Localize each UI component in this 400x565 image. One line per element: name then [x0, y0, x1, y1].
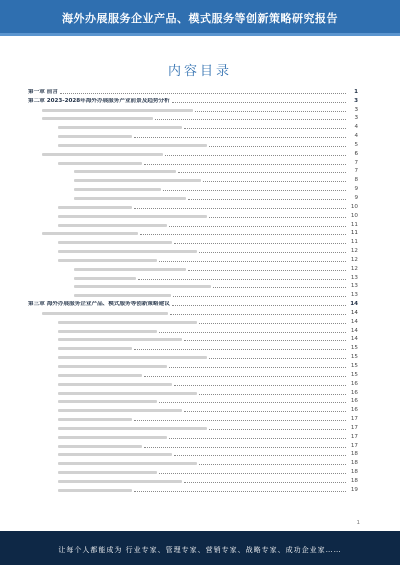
toc-entry-label-placeholder — [74, 268, 186, 271]
toc-entry-page: 18 — [350, 451, 358, 458]
toc-entry-label-placeholder — [58, 356, 207, 359]
toc-entry-page: 10 — [350, 203, 358, 210]
toc-leader-dots — [184, 481, 346, 483]
toc-entry-label-placeholder — [74, 197, 186, 200]
toc-entry-label: 第一章 前言 — [28, 88, 58, 95]
toc-leader-dots — [209, 357, 346, 359]
toc-entry-page: 14 — [350, 309, 358, 316]
toc-entry[interactable] — [28, 95, 358, 104]
toc-entry-page: 1 — [354, 88, 358, 95]
toc-entry[interactable] — [28, 351, 358, 360]
toc-entry-label-placeholder — [58, 427, 207, 430]
toc-entry-label-placeholder — [58, 445, 142, 448]
toc-entry-label-placeholder — [58, 383, 172, 386]
toc-entry-label-placeholder — [58, 162, 142, 165]
toc-leader-dots — [172, 101, 346, 103]
toc-entry[interactable] — [28, 325, 358, 334]
toc-leader-dots — [159, 401, 346, 403]
toc-leader-dots — [134, 136, 346, 138]
toc-entry[interactable] — [28, 228, 358, 237]
toc-leader-dots — [169, 437, 346, 439]
toc-entry[interactable] — [28, 484, 358, 493]
toc-entry[interactable] — [28, 263, 358, 272]
toc-entry[interactable] — [28, 148, 358, 157]
toc-entry-label-placeholder — [58, 400, 157, 403]
toc-entry-page: 14 — [350, 318, 358, 325]
toc-entry-label-placeholder — [58, 321, 197, 324]
toc-leader-dots — [172, 304, 346, 306]
toc-entry[interactable] — [28, 281, 358, 290]
toc-entry-page: 13 — [350, 292, 358, 299]
toc-leader-dots — [184, 339, 346, 341]
toc-entry[interactable] — [28, 104, 358, 113]
toc-leader-dots — [138, 278, 346, 280]
toc-entry[interactable] — [28, 457, 358, 466]
toc-leader-dots — [159, 331, 346, 333]
toc-entry-label-placeholder — [42, 312, 168, 315]
toc-leader-dots — [159, 472, 346, 474]
toc-entry-page: 11 — [350, 230, 358, 237]
toc-entry[interactable] — [28, 396, 358, 405]
toc-entry-label-placeholder — [58, 215, 207, 218]
toc-leader-dots — [174, 384, 346, 386]
toc-entry-page: 11 — [350, 221, 358, 228]
toc-entry-label-placeholder — [58, 489, 132, 492]
toc-entry-label-placeholder — [58, 418, 132, 421]
toc-entry-label: 第二章 2023-2028年海外办展服务产业前景及趋势分析 — [28, 97, 170, 104]
toc-entry[interactable] — [28, 422, 358, 431]
toc-entry-label-placeholder — [74, 170, 176, 173]
toc-entry-page: 7 — [354, 168, 358, 175]
toc-entry-label-placeholder — [58, 480, 182, 483]
toc-entry[interactable] — [28, 174, 358, 183]
toc-entry-page: 14 — [350, 301, 358, 308]
toc-entry[interactable] — [28, 236, 358, 245]
toc-leader-dots — [134, 419, 346, 421]
toc-leader-dots — [144, 446, 346, 448]
toc-entry[interactable] — [28, 139, 358, 148]
toc-leader-dots — [134, 207, 346, 209]
table-of-contents — [28, 86, 358, 493]
toc-entry-label-placeholder — [58, 144, 207, 147]
toc-leader-dots — [199, 251, 346, 253]
toc-leader-dots — [209, 428, 346, 430]
toc-entry[interactable] — [28, 130, 358, 139]
toc-entry-page: 17 — [350, 416, 358, 423]
toc-leader-dots — [174, 242, 346, 244]
toc-entry-label-placeholder — [58, 338, 182, 341]
toc-leader-dots — [199, 393, 346, 395]
toc-entry-label-placeholder — [58, 409, 182, 412]
toc-leader-dots — [144, 163, 346, 165]
toc-entry-label-placeholder — [74, 285, 211, 288]
toc-entry-page: 4 — [354, 124, 358, 131]
toc-entry[interactable] — [28, 413, 358, 422]
toc-entry-page: 18 — [350, 460, 358, 467]
toc-leader-dots — [184, 410, 346, 412]
toc-entry-label-placeholder — [58, 365, 167, 368]
toc-entry-label-placeholder — [42, 153, 163, 156]
toc-entry-page: 3 — [354, 115, 358, 122]
toc-entry-label-placeholder — [74, 188, 161, 191]
toc-leader-dots — [188, 269, 346, 271]
toc-entry-page: 17 — [350, 424, 358, 431]
toc-entry-label-placeholder — [58, 374, 142, 377]
toc-leader-dots — [213, 286, 346, 288]
toc-entry[interactable] — [28, 387, 358, 396]
toc-leader-dots — [159, 260, 346, 262]
toc-entry-label-placeholder — [74, 294, 171, 297]
toc-entry-page: 13 — [350, 283, 358, 290]
footer-slogan: 让每个人都能成为 行业专家、管理专家、营销专家、战略专家、成功企业家…… — [58, 546, 342, 554]
toc-entry-label-placeholder — [58, 392, 197, 395]
toc-entry-page: 15 — [350, 345, 358, 352]
toc-entry-label-placeholder — [58, 224, 167, 227]
toc-entry-page: 6 — [354, 150, 358, 157]
toc-entry[interactable] — [28, 449, 358, 458]
toc-leader-dots — [170, 313, 346, 315]
toc-leader-dots — [199, 322, 346, 324]
toc-leader-dots — [163, 189, 346, 191]
toc-entry-label-placeholder — [58, 206, 132, 209]
toc-leader-dots — [134, 490, 346, 492]
toc-entry-page: 19 — [350, 486, 358, 493]
toc-entry[interactable] — [28, 440, 358, 449]
toc-entry-page: 11 — [350, 239, 358, 246]
toc-entry-page: 15 — [350, 363, 358, 369]
toc-entry[interactable] — [28, 369, 358, 378]
toc-leader-dots — [203, 180, 346, 182]
toc-leader-dots — [134, 348, 346, 350]
toc-entry-label-placeholder — [42, 109, 193, 112]
toc-leader-dots — [184, 127, 346, 129]
toc-entry[interactable] — [28, 289, 358, 298]
toc-entry-page: 13 — [350, 274, 358, 281]
toc-entry-page: 14 — [350, 327, 358, 334]
toc-entry-page: 9 — [354, 194, 358, 201]
toc-entry[interactable] — [28, 316, 358, 325]
toc-entry-page: 4 — [354, 133, 358, 140]
toc-entry-label-placeholder — [58, 135, 132, 138]
toc-entry-label-placeholder — [58, 330, 157, 333]
toc-entry-page: 12 — [350, 256, 358, 263]
toc-entry-page: 5 — [354, 141, 358, 148]
toc-entry-label-placeholder — [58, 471, 157, 474]
toc-entry-page: 15 — [350, 371, 358, 378]
toc-leader-dots — [140, 233, 346, 235]
header-accent-line — [0, 33, 400, 36]
toc-entry[interactable] — [28, 378, 358, 387]
toc-entry-page: 18 — [350, 469, 358, 476]
toc-leader-dots — [199, 463, 346, 465]
toc-entry-page: 14 — [350, 336, 358, 343]
toc-leader-dots — [209, 145, 346, 147]
toc-leader-dots — [209, 216, 346, 218]
toc-entry[interactable] — [28, 166, 358, 175]
toc-entry-label: 第三章 海外办展服务企业产品、模式服务等创新策略建议 — [28, 301, 170, 308]
toc-entry-label-placeholder — [58, 126, 182, 129]
toc-entry[interactable] — [28, 192, 358, 201]
toc-leader-dots — [195, 110, 346, 112]
toc-leader-dots — [60, 92, 346, 94]
toc-entry[interactable] — [28, 183, 358, 192]
toc-leader-dots — [155, 118, 346, 120]
toc-entry-page: 17 — [350, 433, 358, 440]
toc-entry-page: 12 — [350, 248, 358, 255]
toc-entry[interactable] — [28, 254, 358, 263]
toc-entry-page: 18 — [350, 477, 358, 484]
toc-entry[interactable] — [28, 298, 358, 307]
toc-entry[interactable] — [28, 113, 358, 122]
toc-entry-page: 17 — [350, 442, 358, 449]
toc-leader-dots — [169, 366, 346, 368]
toc-entry[interactable] — [28, 334, 358, 343]
toc-entry-label-placeholder — [58, 436, 167, 439]
toc-entry-page: 9 — [354, 186, 358, 193]
toc-entry[interactable] — [28, 404, 358, 413]
page-number: 1 — [356, 520, 360, 526]
toc-leader-dots — [173, 295, 346, 297]
toc-entry[interactable] — [28, 466, 358, 475]
toc-entry[interactable] — [28, 307, 358, 316]
toc-entry-label-placeholder — [58, 250, 197, 253]
toc-title: 内容目录 — [167, 64, 232, 79]
toc-entry[interactable] — [28, 272, 358, 281]
toc-leader-dots — [169, 225, 346, 227]
toc-entry[interactable] — [28, 342, 358, 351]
toc-entry[interactable] — [28, 86, 358, 95]
toc-entry[interactable] — [28, 219, 358, 228]
toc-entry[interactable] — [28, 121, 358, 130]
toc-entry-page: 3 — [354, 106, 358, 113]
toc-entry-page: 3 — [354, 97, 358, 104]
report-title: 海外办展服务企业产品、模式服务等创新策略研究报告 — [62, 12, 338, 25]
toc-entry-page: 10 — [350, 212, 358, 219]
toc-entry-page: 12 — [350, 265, 358, 272]
toc-entry-page: 7 — [354, 159, 358, 166]
toc-entry[interactable] — [28, 245, 358, 254]
toc-entry[interactable] — [28, 157, 358, 166]
toc-entry-label-placeholder — [42, 117, 153, 120]
toc-entry[interactable] — [28, 475, 358, 484]
toc-entry[interactable] — [28, 431, 358, 440]
toc-entry-page: 16 — [350, 389, 358, 396]
toc-entry-page: 8 — [354, 177, 358, 184]
toc-entry[interactable] — [28, 201, 358, 210]
toc-entry-page: 16 — [350, 398, 358, 405]
toc-leader-dots — [165, 154, 346, 156]
toc-entry-label-placeholder — [58, 259, 157, 262]
toc-entry[interactable] — [28, 210, 358, 219]
toc-entry-label-placeholder — [58, 347, 132, 350]
toc-entry-label-placeholder — [58, 453, 172, 456]
toc-leader-dots — [178, 171, 346, 173]
toc-leader-dots — [144, 375, 346, 377]
toc-entry-label-placeholder — [42, 232, 138, 235]
toc-entry-label-placeholder — [58, 241, 172, 244]
toc-entry-label-placeholder — [58, 462, 197, 465]
toc-entry-page: 16 — [350, 407, 358, 414]
toc-leader-dots — [188, 198, 346, 200]
toc-entry-page: 15 — [350, 354, 358, 361]
toc-entry-label-placeholder — [74, 277, 136, 280]
toc-entry-label-placeholder — [74, 179, 201, 182]
toc-entry[interactable] — [28, 360, 358, 369]
toc-entry-page: 16 — [350, 380, 358, 387]
toc-leader-dots — [174, 454, 346, 456]
